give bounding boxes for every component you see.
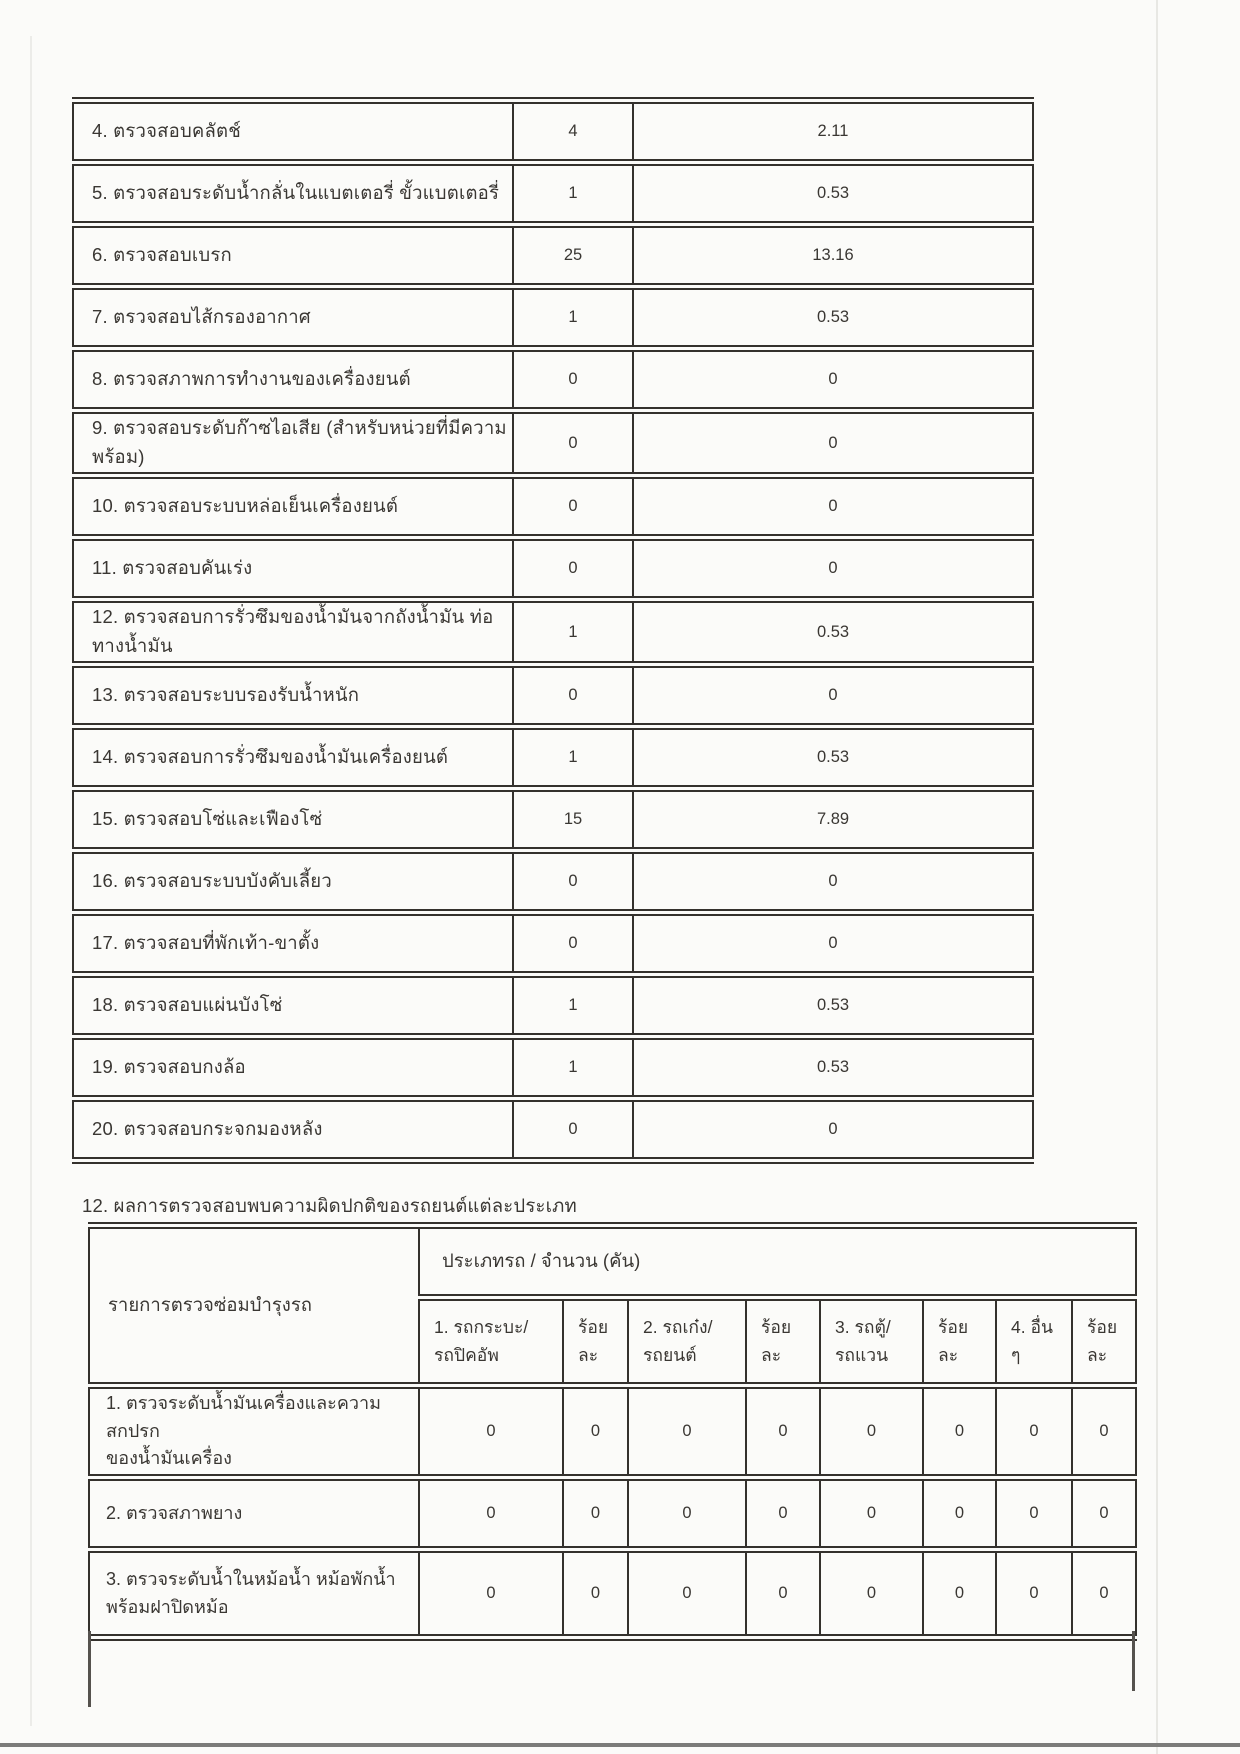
item-label — [89, 1386, 419, 1478]
header-line: ละ — [938, 1344, 959, 1365]
count-value: 0 — [513, 476, 633, 538]
count-value: 1 — [513, 1037, 633, 1099]
item-label: 9. ตรวจสอบระดับก๊าซไอเสีย (สำหรับหน่วยที่มีความพร้อม) — [73, 411, 513, 476]
count-value: 1 — [513, 163, 633, 225]
cell-value: 0 — [563, 1478, 628, 1550]
percent-value: 0.53 — [633, 287, 1033, 349]
column-header-van — [820, 1298, 923, 1386]
header-line: รถยนต์ — [643, 1344, 697, 1365]
item-label: 15. ตรวจสอบโซ่และเฟืองโซ่ — [73, 789, 513, 851]
percent-value: 2.11 — [633, 101, 1033, 163]
percent-value: 0 — [633, 538, 1033, 600]
table-row — [73, 851, 1033, 913]
count-value: 1 — [513, 287, 633, 349]
scan-bottom-edge — [0, 1743, 1240, 1747]
header-line: 4. อื่น — [1011, 1317, 1053, 1338]
column-header-other — [996, 1298, 1072, 1386]
count-value: 0 — [513, 411, 633, 476]
table-row — [73, 600, 1033, 665]
column-header-pickup — [419, 1298, 563, 1386]
defects-table-body — [89, 1226, 1136, 1638]
percent-value: 13.16 — [633, 225, 1033, 287]
percent-value: 0 — [633, 913, 1033, 975]
cell-value: 0 — [628, 1386, 746, 1478]
table-row — [73, 975, 1033, 1037]
percent-value: 0 — [633, 851, 1033, 913]
count-value: 25 — [513, 225, 633, 287]
item-label: 13. ตรวจสอบระบบรองรับน้ำหนัก — [73, 665, 513, 727]
percent-value: 0.53 — [633, 1037, 1033, 1099]
item-label: 7. ตรวจสอบไส้กรองอากาศ — [73, 287, 513, 349]
cell-value: 0 — [419, 1478, 563, 1550]
cell-value: 0 — [923, 1478, 996, 1550]
column-header-sedan — [628, 1298, 746, 1386]
count-value: 0 — [513, 538, 633, 600]
cell-value: 0 — [820, 1386, 923, 1478]
cell-value: 0 — [996, 1386, 1072, 1478]
column-header-percent — [563, 1298, 628, 1386]
percent-value: 7.89 — [633, 789, 1033, 851]
item-label: 18. ตรวจสอบแผ่นบังโซ่ — [73, 975, 513, 1037]
count-value: 1 — [513, 727, 633, 789]
cell-value: 0 — [1072, 1478, 1136, 1550]
header-line: ละ — [1087, 1344, 1108, 1365]
label-line: 1. ตรวจระดับน้ำมันเครื่องและความสกปรก — [106, 1392, 381, 1441]
corner-header: รายการตรวจซ่อมบำรุงรถ — [89, 1226, 419, 1386]
cell-value: 0 — [746, 1550, 820, 1638]
cell-value: 0 — [419, 1386, 563, 1478]
count-value: 0 — [513, 913, 633, 975]
item-label: 14. ตรวจสอบการรั่วซึมของน้ำมันเครื่องยนต์ — [73, 727, 513, 789]
percent-value: 0 — [633, 1099, 1033, 1161]
table-row — [73, 913, 1033, 975]
item-label: 10. ตรวจสอบระบบหล่อเย็นเครื่องยนต์ — [73, 476, 513, 538]
header-line: ละ — [761, 1344, 782, 1365]
label-line: พร้อมฝาปิดหม้อ — [106, 1596, 229, 1617]
header-line: ร้อย — [761, 1317, 792, 1338]
table-row — [73, 163, 1033, 225]
table-row — [73, 1099, 1033, 1161]
defects-by-vehicle-type-table — [88, 1222, 1137, 1641]
table-row — [73, 789, 1033, 851]
count-value: 1 — [513, 975, 633, 1037]
cell-value: 0 — [563, 1386, 628, 1478]
column-header-percent — [923, 1298, 996, 1386]
item-label — [89, 1550, 419, 1638]
count-value: 15 — [513, 789, 633, 851]
cell-value: 0 — [746, 1478, 820, 1550]
table-row — [73, 665, 1033, 727]
column-header-percent — [746, 1298, 820, 1386]
header-line: 2. รถเก๋ง/ — [643, 1317, 713, 1338]
table-row — [89, 1386, 1136, 1478]
item-label: 16. ตรวจสอบระบบบังคับเลี้ยว — [73, 851, 513, 913]
cell-value: 0 — [628, 1478, 746, 1550]
header-line: ละ — [578, 1344, 599, 1365]
header-line: ร้อย — [1087, 1317, 1118, 1338]
header-line: 1. รถกระบะ/ — [434, 1317, 529, 1338]
table-row — [73, 225, 1033, 287]
inspection-results-table — [72, 97, 1034, 1164]
percent-value: 0 — [633, 411, 1033, 476]
cell-value: 0 — [746, 1386, 820, 1478]
percent-value: 0 — [633, 476, 1033, 538]
percent-value: 0.53 — [633, 727, 1033, 789]
label-line: ของน้ำมันเครื่อง — [106, 1448, 232, 1469]
item-label: 17. ตรวจสอบที่พักเท้า-ขาตั้ง — [73, 913, 513, 975]
section-title: 12. ผลการตรวจสอบพบความผิดปกติของรถยนต์แต่ละประเภท — [82, 1195, 577, 1216]
cell-value: 0 — [563, 1550, 628, 1638]
item-label: 12. ตรวจสอบการรั่วซึมของน้ำมันจากถังน้ำมัน ท่อทางน้ำมัน — [73, 600, 513, 665]
label-line: 2. ตรวจสภาพยาง — [106, 1502, 243, 1523]
count-value: 0 — [513, 851, 633, 913]
scan-fold-line-right — [1156, 0, 1158, 1754]
column-header-percent — [1072, 1298, 1136, 1386]
table-row — [73, 727, 1033, 789]
cell-value: 0 — [1072, 1550, 1136, 1638]
inspection-results-body — [73, 101, 1033, 1161]
header-line: รถปิคอัพ — [434, 1344, 499, 1365]
count-value: 4 — [513, 101, 633, 163]
cell-value: 0 — [923, 1386, 996, 1478]
item-label: 20. ตรวจสอบกระจกมองหลัง — [73, 1099, 513, 1161]
cell-value: 0 — [996, 1550, 1072, 1638]
table-row — [73, 476, 1033, 538]
table-row — [73, 101, 1033, 163]
header-line: 3. รถตู้/ — [835, 1317, 891, 1338]
header-line: ๆ — [1011, 1344, 1021, 1365]
label-line: 3. ตรวจระดับน้ำในหม้อน้ำ หม้อพักน้ำ — [106, 1568, 396, 1589]
table-row — [73, 349, 1033, 411]
percent-value: 0 — [633, 349, 1033, 411]
table-border-continuation-right — [1132, 1631, 1135, 1691]
item-label — [89, 1478, 419, 1550]
count-value: 0 — [513, 1099, 633, 1161]
table-row — [73, 538, 1033, 600]
table-row — [73, 1037, 1033, 1099]
cell-value: 0 — [1072, 1386, 1136, 1478]
table-row — [89, 1478, 1136, 1550]
cell-value: 0 — [628, 1550, 746, 1638]
item-label: 11. ตรวจสอบคันเร่ง — [73, 538, 513, 600]
table-row — [89, 1550, 1136, 1638]
scan-fold-line-left — [30, 36, 32, 1726]
item-label: 8. ตรวจสภาพการทำงานของเครื่องยนต์ — [73, 349, 513, 411]
item-label: 5. ตรวจสอบระดับน้ำกลั่นในแบตเตอรี่ ขั้วแบตเตอรี่ — [73, 163, 513, 225]
item-label: 6. ตรวจสอบเบรก — [73, 225, 513, 287]
table-header-row — [89, 1226, 1136, 1298]
header-line: รถแวน — [835, 1344, 889, 1365]
cell-value: 0 — [820, 1478, 923, 1550]
item-label: 4. ตรวจสอบคลัตช์ — [73, 101, 513, 163]
percent-value: 0.53 — [633, 600, 1033, 665]
count-value: 1 — [513, 600, 633, 665]
item-label: 19. ตรวจสอบกงล้อ — [73, 1037, 513, 1099]
cell-value: 0 — [419, 1550, 563, 1638]
vehicle-type-group-header: ประเภทรถ / จำนวน (คัน) — [419, 1226, 1136, 1298]
cell-value: 0 — [923, 1550, 996, 1638]
percent-value: 0.53 — [633, 975, 1033, 1037]
table-row — [73, 287, 1033, 349]
header-line: ร้อย — [578, 1317, 609, 1338]
table-border-continuation-left — [88, 1631, 91, 1707]
table-row — [73, 411, 1033, 476]
count-value: 0 — [513, 665, 633, 727]
cell-value: 0 — [820, 1550, 923, 1638]
percent-value: 0 — [633, 665, 1033, 727]
percent-value: 0.53 — [633, 163, 1033, 225]
count-value: 0 — [513, 349, 633, 411]
header-line: ร้อย — [938, 1317, 969, 1338]
cell-value: 0 — [996, 1478, 1072, 1550]
